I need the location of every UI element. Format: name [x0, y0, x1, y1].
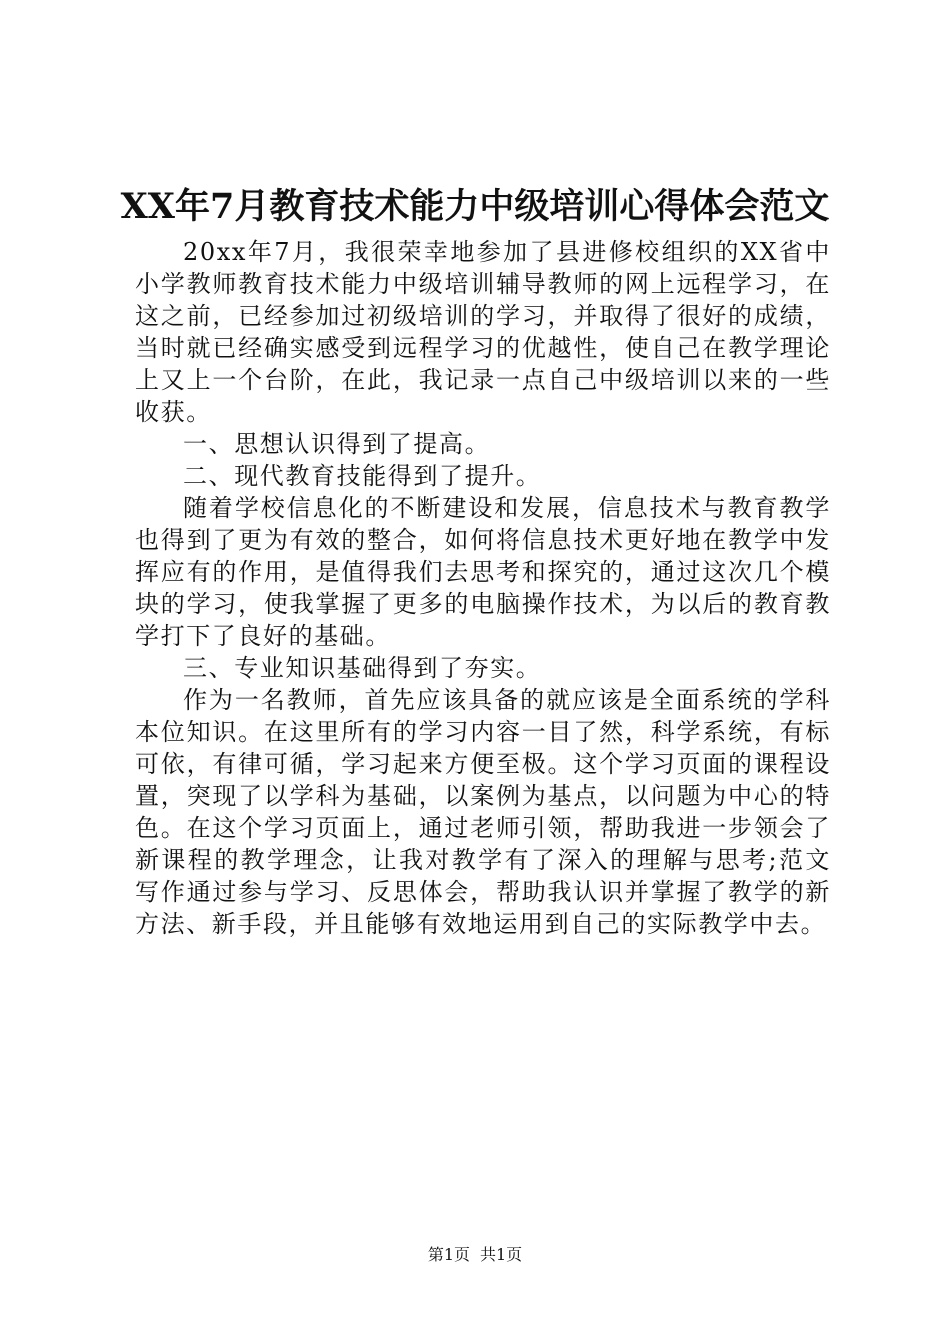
page-total: 共1页	[480, 1245, 523, 1264]
paragraph-section-2: 随着学校信息化的不断建设和发展，信息技术与教育教学也得到了更为有效的整合，如何将信息技术更好地在教学中发挥应有的作用，是值得我们去思考和探究的，通过这次几个模块的学习，使我掌握了更多的电脑操作技术，为以后的教育教学打下了良好的基础。	[135, 494, 831, 650]
paragraph-intro: 20xx年7月，我很荣幸地参加了县进修校组织的XX省中小学教师教育技术能力中级培训辅导教师的网上远程学习，在这之前，已经参加过初级培训的学习，并取得了很好的成绩，当时就已经确实感受到远程学习的优越性，使自己在教学理论上又上一个台阶，在此，我记录一点自己中级培训以来的一些收获。	[135, 238, 831, 426]
paragraph-section-3: 作为一名教师，首先应该具备的就应该是全面系统的学科本位知识。在这里所有的学习内容一目了然，科学系统，有标可依，有律可循，学习起来方便至极。这个学习页面的课程设置，突现了以学科为基础，以案例为基点，以问题为中心的特色。在这个学习页面上，通过老师引领，帮助我进一步领会了新课程的教学理念，让我对教学有了深入的理解与思考;范文写作通过参与学习、反思体会，帮助我认识并掌握了教学的新方法、新手段，并且能够有效地运用到自己的实际教学中去。	[135, 686, 831, 938]
paragraph-heading-3: 三、专业知识基础得到了夯实。	[183, 654, 542, 682]
paragraph-heading-1: 一、思想认识得到了提高。	[183, 430, 491, 458]
paragraph-heading-2: 二、现代教育技能得到了提升。	[183, 462, 542, 490]
page-footer	[0, 1244, 950, 1266]
document-title: XX年7月教育技术能力中级培训心得体会范文	[120, 186, 830, 227]
document-body	[135, 236, 831, 940]
page-number: 第1页	[427, 1245, 470, 1264]
